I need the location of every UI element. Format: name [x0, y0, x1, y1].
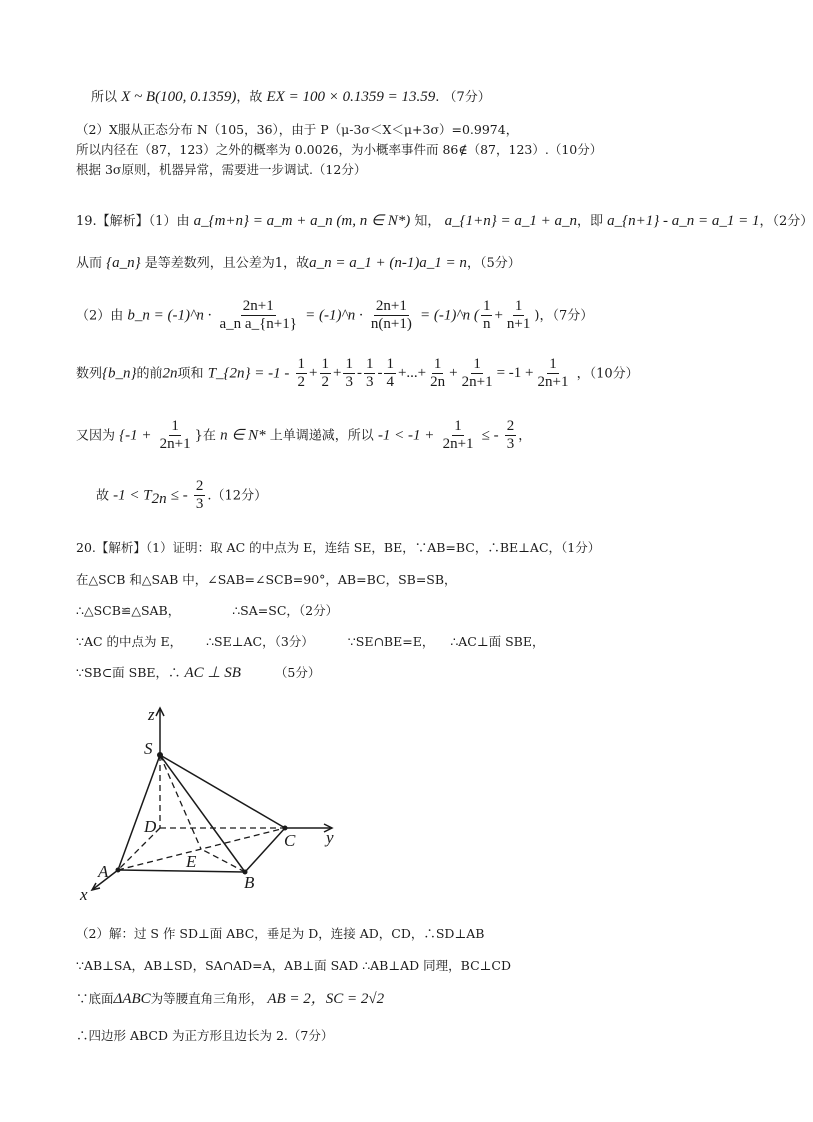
text: 是等差数列，且公差为1，故 [144, 256, 310, 271]
score: ，（2分） [759, 214, 813, 229]
q19-line-1 [76, 212, 813, 230]
formula: a_n = a_1 + (n-1)a_1 = n [309, 255, 467, 271]
question-heading: 19.【解析】（1）由 [76, 214, 190, 229]
formula: a_{m+n} = a_m + a_n (m, n ∈ N*) [193, 213, 411, 229]
fraction [343, 356, 355, 392]
fraction [218, 298, 299, 334]
denominator: n(n+1) [370, 316, 412, 333]
formula: = (-1)^n · [305, 307, 363, 324]
label-E: E [186, 852, 197, 871]
text: 从而 [76, 256, 103, 271]
edge-SA [118, 755, 160, 870]
q19-line-4 [76, 356, 639, 392]
numerator: 1 [471, 356, 483, 374]
text: ∵SB⊂面 SBE，∴ [76, 665, 181, 680]
formula: -1 < -1 + [377, 427, 435, 444]
operator: +...+ [397, 365, 427, 382]
formula: 2n [162, 365, 178, 382]
numerator: 1 [513, 298, 525, 316]
numerator: 2n+1 [374, 298, 409, 316]
denominator: 2n+1 [461, 374, 493, 391]
denominator: 3 [195, 496, 204, 513]
fraction [296, 356, 308, 392]
paragraph-line: ∴四边形 ABCD 为正方形且边长为 2.（7分） [76, 1028, 334, 1043]
numerator: 2n+1 [241, 298, 276, 316]
operator: - [356, 365, 362, 382]
denominator: 2n [430, 374, 446, 391]
formula: {-1 + [119, 427, 152, 444]
edge-BC [245, 828, 285, 872]
fraction [320, 356, 332, 392]
edge-AB [118, 870, 245, 872]
paragraph-line [76, 603, 338, 618]
formula: AB = 2，SC = 2√2 [267, 991, 385, 1007]
fraction [505, 418, 517, 454]
paragraph-line: 20.【解析】（1）证明：取 AC 的中点为 E，连结 SE，BE，∵AB=BC，∴BE⊥AC，（1分） [76, 540, 601, 555]
fraction [158, 418, 193, 454]
q19-line-3 [76, 298, 593, 334]
paragraph-line: （2）X服从正态分布 N（105，36），由于 P（μ-3σ＜X＜μ+3σ）=0.9974， [76, 122, 519, 137]
label-A: A [98, 862, 109, 881]
paragraph-line: 所以内径在（87，123）之外的概率为 0.0026，为小概率事件而 86∉（87，123）.（10分） [76, 142, 603, 157]
operator: + [333, 365, 342, 382]
numerator: 1 [169, 418, 181, 436]
score: ，（5分） [466, 256, 521, 271]
text: （2）由 [76, 308, 124, 324]
label-y: y [326, 828, 334, 847]
numerator: 1 [364, 356, 376, 374]
fraction [441, 418, 476, 454]
denominator: 4 [386, 374, 394, 391]
text: 上单调递减，所以 [269, 428, 374, 444]
formula: {b_n} [102, 365, 137, 382]
fraction [194, 478, 206, 514]
text: 所以 [91, 90, 118, 105]
pyramid-figure [70, 700, 370, 910]
edge-SC [160, 755, 285, 828]
label-C: C [284, 831, 296, 850]
score: .（12分） [207, 488, 268, 504]
operator: + [449, 365, 458, 382]
text: }在 [194, 428, 216, 444]
denominator: n [482, 316, 491, 333]
q19-line-5 [76, 418, 531, 454]
subscript: 2n [151, 490, 167, 507]
paragraph-line [76, 990, 384, 1008]
formula: a_{n+1} - a_n = a_1 = 1 [607, 213, 760, 229]
text: ∴SA=SC，（2分） [232, 603, 339, 618]
formula: ≤ - [481, 427, 499, 444]
q19-line-6 [96, 478, 267, 514]
text: 的前 [136, 366, 163, 382]
fraction [369, 298, 414, 334]
label-D: D [144, 817, 157, 836]
text: 数列 [76, 366, 103, 382]
edge-SB [160, 755, 245, 872]
text: ，即 [576, 214, 603, 229]
label-z: z [148, 705, 155, 724]
expectation-formula: EX = 100 × 0.1359 = 13.59 [266, 89, 436, 105]
point-C [283, 826, 288, 831]
text: 项和 [177, 366, 204, 382]
formula: b_n = (-1)^n · [127, 307, 212, 324]
text: ，故 [236, 90, 263, 105]
paragraph-line: ∵AB⊥SA，AB⊥SD，SA∩AD=A，AB⊥面 SAD ∴AB⊥AD 同理，BC⊥CD [76, 958, 511, 973]
q19-line-2 [76, 254, 521, 272]
text: 知， [414, 214, 441, 229]
operator: = -1 + [496, 365, 534, 382]
denominator: n+1 [506, 316, 531, 333]
sum-fractions [294, 356, 573, 391]
formula: T_{2n} = -1 - [207, 365, 290, 382]
point-A [116, 868, 121, 873]
formula: = (-1)^n ( [420, 307, 479, 324]
paragraph-line [76, 664, 320, 682]
text: ∵AC 的中点为 E， [76, 634, 183, 649]
fraction [505, 298, 532, 334]
paragraph-line: （2）解：过 S 作 SD⊥面 ABC，垂足为 D，连接 AD，CD，∴SD⊥AB [76, 926, 485, 941]
fraction [428, 356, 447, 392]
score: ，（10分） [576, 366, 639, 382]
label-B: B [244, 873, 255, 892]
numerator: 2 [194, 478, 206, 496]
paragraph-line: 根据 3σ原则，机器异常，需要进一步调试.（12分） [76, 162, 367, 177]
denominator: 2n+1 [537, 374, 569, 391]
score: （5分） [274, 665, 321, 680]
formula: -1 < T [113, 487, 152, 504]
label-S: S [144, 739, 153, 758]
numerator: 1 [320, 356, 332, 374]
answer-line-1 [91, 88, 491, 106]
fraction [460, 356, 495, 392]
score: )，（7分） [534, 308, 594, 324]
formula: a_{1+n} = a_1 + a_n [444, 213, 577, 229]
denominator: 2n+1 [159, 436, 191, 453]
denominator: 2 [297, 374, 306, 391]
paragraph-line [76, 634, 544, 649]
numerator: 1 [547, 356, 559, 374]
denominator: 2n+1 [442, 436, 474, 453]
point-S [157, 752, 163, 758]
numerator: 1 [384, 356, 396, 374]
operator: - [377, 365, 383, 382]
numerator: 1 [343, 356, 355, 374]
denominator: 2 [321, 374, 329, 391]
text: 为等腰直角三角形， [150, 991, 264, 1006]
text: ∴SE⊥AC，（3分） [206, 634, 314, 649]
numerator: 1 [452, 418, 464, 436]
text: 故 [96, 488, 110, 504]
text: 又因为 [76, 428, 116, 444]
formula: AC ⊥ SB [184, 665, 241, 681]
operator: + [309, 365, 318, 382]
text: ∵SE∩BE=E， [347, 634, 435, 649]
formula: ΔABC [113, 991, 151, 1007]
formula: n ∈ N* [220, 427, 266, 444]
denominator: 3 [345, 374, 353, 391]
fraction [364, 356, 376, 392]
numerator: 1 [296, 356, 308, 374]
numerator: 2 [505, 418, 517, 436]
text: ∴△SCB≌△SAB， [76, 603, 181, 618]
denominator: 3 [506, 436, 515, 453]
text: ∵底面 [76, 991, 114, 1006]
paragraph-line: 在△SCB 和△SAB 中，∠SAB=∠SCB=90°，AB=BC，SB=SB， [76, 572, 457, 587]
binomial-formula: X ~ B(100, 0.1359) [121, 89, 237, 105]
denominator: a_n a_{n+1} [219, 316, 297, 333]
fraction [536, 356, 571, 392]
formula: ≤ - [170, 487, 188, 504]
numerator: 1 [432, 356, 444, 374]
denominator: 3 [365, 374, 374, 391]
label-x: x [80, 885, 88, 904]
fraction [481, 298, 493, 334]
text: ∴AC⊥面 SBE， [450, 634, 545, 649]
score: . （7分） [435, 90, 491, 105]
formula: {a_n} [106, 255, 141, 271]
fraction [384, 356, 396, 392]
text: ， [518, 428, 532, 444]
edge-BE [201, 849, 245, 872]
operator: + [494, 307, 503, 324]
numerator: 1 [481, 298, 493, 316]
